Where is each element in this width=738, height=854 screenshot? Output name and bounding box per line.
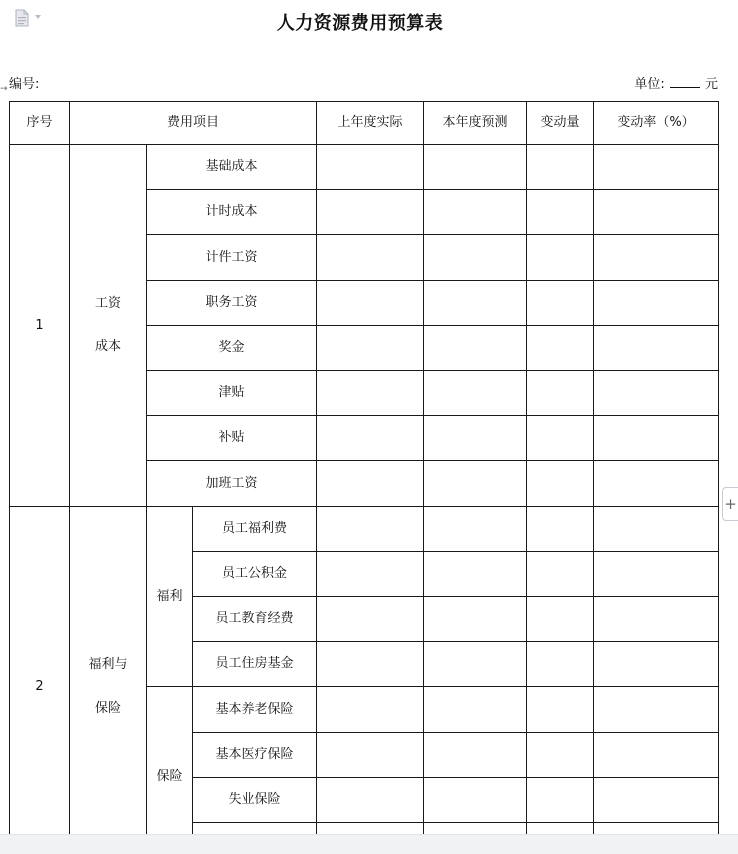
item-label: 津贴	[147, 371, 317, 416]
item-label: 基本医疗保险	[193, 733, 317, 778]
group1-row-5-change-rate[interactable]	[594, 326, 719, 371]
bottom-toolbar	[0, 834, 738, 854]
insurance-row-1-change-rate[interactable]	[594, 687, 719, 732]
group2-name	[70, 507, 147, 854]
group1-row-2-change-rate[interactable]	[594, 190, 719, 235]
welfare-row-2-last-actual[interactable]	[317, 552, 424, 597]
welfare-row-2-change-rate[interactable]	[594, 552, 719, 597]
insurance-row-2-change-amount[interactable]	[527, 733, 594, 778]
item-label: 基本养老保险	[193, 687, 317, 732]
group1-row-2-this-forecast[interactable]	[424, 190, 527, 235]
header-seq: 序号	[9, 101, 70, 145]
unit-label: 单位:	[634, 77, 665, 92]
insurance-row-2-this-forecast[interactable]	[424, 733, 527, 778]
item-label: 员工住房基金	[193, 642, 317, 687]
welfare-row-3-this-forecast[interactable]	[424, 597, 527, 642]
group1-row-2-change-amount[interactable]	[527, 190, 594, 235]
welfare-row-3-last-actual[interactable]	[317, 597, 424, 642]
insurance-row-1-last-actual[interactable]	[317, 687, 424, 732]
insurance-row-3-this-forecast[interactable]	[424, 778, 527, 823]
insurance-row-3-change-amount[interactable]	[527, 778, 594, 823]
group1-row-7-last-actual[interactable]	[317, 416, 424, 461]
welfare-row-1-change-rate[interactable]	[594, 507, 719, 552]
group2-seq: 2	[9, 507, 70, 854]
group1-seq: 1	[9, 145, 70, 507]
unit-suffix: 元	[704, 77, 718, 92]
group1-row-4-this-forecast[interactable]	[424, 281, 527, 326]
welfare-row-1-last-actual[interactable]	[317, 507, 424, 552]
header-this-forecast: 本年度预测	[424, 101, 527, 145]
insurance-row-2-change-rate[interactable]	[594, 733, 719, 778]
welfare-row-1-change-amount[interactable]	[527, 507, 594, 552]
item-label: 员工教育经费	[193, 597, 317, 642]
header-change-amount: 变动量	[527, 101, 594, 145]
insurance-row-3-change-rate[interactable]	[594, 778, 719, 823]
group1-row-1-change-rate[interactable]	[594, 145, 719, 190]
welfare-row-4-this-forecast[interactable]	[424, 642, 527, 687]
group1-row-3-change-rate[interactable]	[594, 235, 719, 280]
item-label: 加班工资	[147, 461, 317, 506]
group1-row-4-change-amount[interactable]	[527, 281, 594, 326]
group1-row-6-change-amount[interactable]	[527, 371, 594, 416]
welfare-row-4-last-actual[interactable]	[317, 642, 424, 687]
group1-row-1-last-actual[interactable]	[317, 145, 424, 190]
item-label: 基础成本	[147, 145, 317, 190]
item-label: 计时成本	[147, 190, 317, 235]
group1-name-text	[95, 296, 121, 355]
group1-row-7-change-amount[interactable]	[527, 416, 594, 461]
group1-row-6-change-rate[interactable]	[594, 371, 719, 416]
plus-icon: +	[724, 495, 737, 513]
group1-row-8-change-rate[interactable]	[594, 461, 719, 506]
insurance-row-1-change-amount[interactable]	[527, 687, 594, 732]
page-title: 人力资源费用预算表	[276, 13, 444, 34]
header-item: 费用项目	[70, 101, 317, 145]
group1-row-7-this-forecast[interactable]	[424, 416, 527, 461]
group2-name-text	[88, 657, 127, 716]
group1-row-8-this-forecast[interactable]	[424, 461, 527, 506]
group1-row-8-change-amount[interactable]	[527, 461, 594, 506]
welfare-row-3-change-rate[interactable]	[594, 597, 719, 642]
group1-name	[70, 145, 147, 507]
group2-name-line-2: 保险	[94, 700, 121, 716]
item-label: 奖金	[147, 326, 317, 371]
header-change-rate: 变动率（%）	[594, 101, 719, 145]
item-label: 补贴	[147, 416, 317, 461]
welfare-row-4-change-rate[interactable]	[594, 642, 719, 687]
welfare-row-2-change-amount[interactable]	[527, 552, 594, 597]
insurance-label: 保险	[147, 687, 193, 854]
group1-row-6-last-actual[interactable]	[317, 371, 424, 416]
group1-row-4-change-rate[interactable]	[594, 281, 719, 326]
add-button[interactable]	[722, 487, 738, 521]
item-label: 失业保险	[193, 778, 317, 823]
group1-row-3-this-forecast[interactable]	[424, 235, 527, 280]
group1-row-5-last-actual[interactable]	[317, 326, 424, 371]
number-label: 编号:	[9, 77, 40, 92]
group1-row-6-this-forecast[interactable]	[424, 371, 527, 416]
budget-table	[9, 101, 719, 854]
group2-name-line-1: 福利与	[88, 657, 128, 673]
group1-row-7-change-rate[interactable]	[594, 416, 719, 461]
welfare-row-4-change-amount[interactable]	[527, 642, 594, 687]
header-last-actual: 上年度实际	[317, 101, 424, 145]
group1-row-1-this-forecast[interactable]	[424, 145, 527, 190]
group1-row-5-change-amount[interactable]	[527, 326, 594, 371]
group1-row-4-last-actual[interactable]	[317, 281, 424, 326]
insurance-row-1-this-forecast[interactable]	[424, 687, 527, 732]
insurance-row-3-last-actual[interactable]	[317, 778, 424, 823]
insurance-row-2-last-actual[interactable]	[317, 733, 424, 778]
group1-name-line-2: 成本	[94, 339, 121, 355]
item-label: 员工公积金	[193, 552, 317, 597]
item-label: 员工福利费	[193, 507, 317, 552]
group1-row-5-this-forecast[interactable]	[424, 326, 527, 371]
welfare-row-3-change-amount[interactable]	[527, 597, 594, 642]
welfare-row-1-this-forecast[interactable]	[424, 507, 527, 552]
welfare-row-2-this-forecast[interactable]	[424, 552, 527, 597]
group1-row-8-last-actual[interactable]	[317, 461, 424, 506]
group1-row-2-last-actual[interactable]	[317, 190, 424, 235]
welfare-label: 福利	[147, 507, 193, 688]
group1-name-line-1: 工资	[94, 295, 121, 311]
unit-blank[interactable]	[670, 75, 700, 88]
item-label: 职务工资	[147, 281, 317, 326]
unit-field	[634, 73, 718, 92]
group1-row-3-change-amount[interactable]	[527, 235, 594, 280]
group1-row-1-change-amount[interactable]	[527, 145, 594, 190]
arrow-marker-icon: →	[0, 84, 8, 94]
group1-row-3-last-actual[interactable]	[317, 235, 424, 280]
item-label: 计件工资	[147, 235, 317, 280]
